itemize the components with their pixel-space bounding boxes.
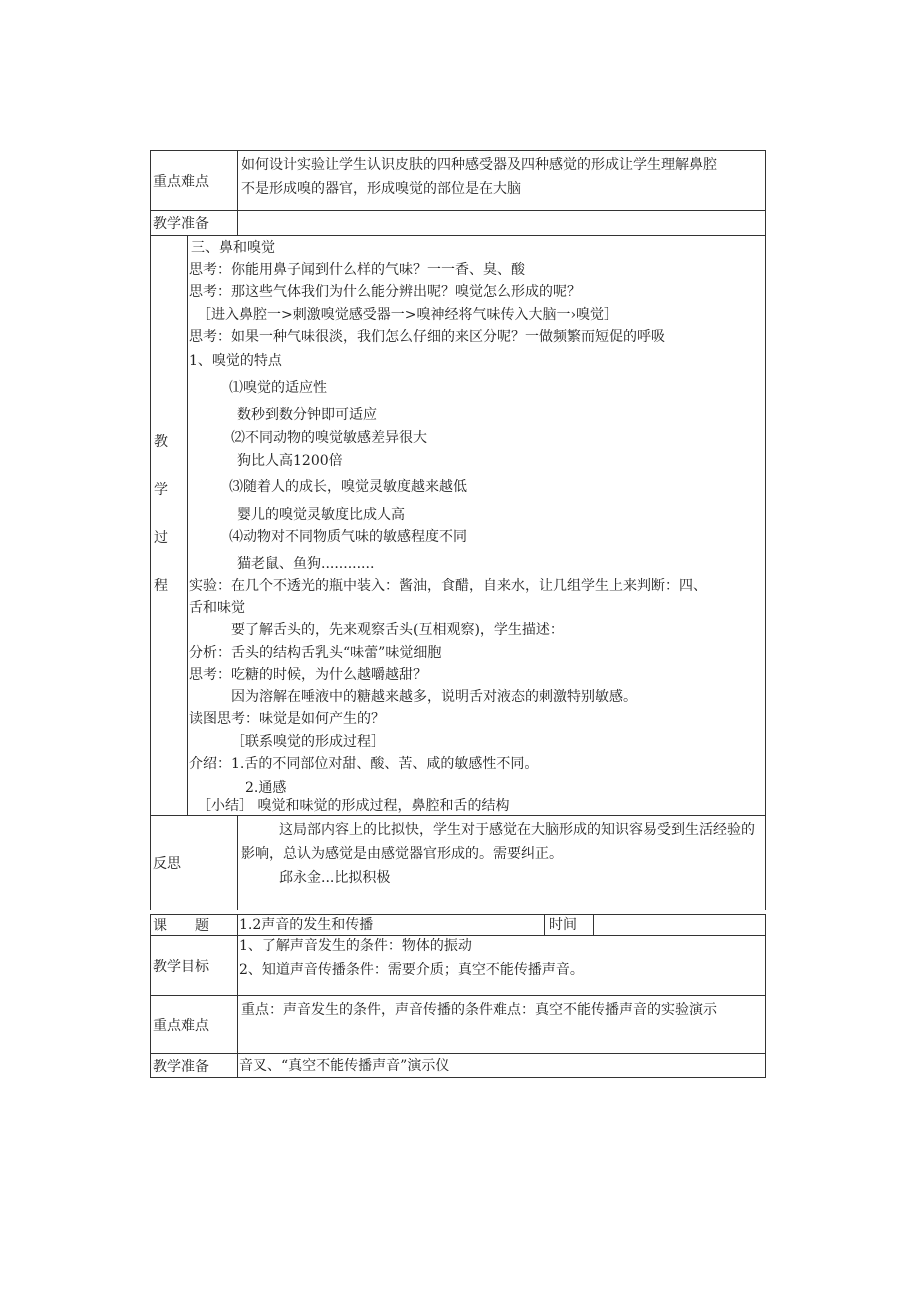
reflection-line: 邱永金...比拟积极: [279, 870, 391, 886]
lesson-table-2: [150, 914, 766, 1078]
process-line: 1、嗅觉的特点: [189, 353, 282, 369]
goals-line: 2、知道声音传播条件：需要介质；真空不能传播声音。: [239, 962, 584, 978]
preparation-label: 教学准备: [151, 211, 238, 235]
process-line: 狗比人高1200倍: [237, 453, 343, 469]
reflection-content: [239, 816, 765, 910]
reflection-row: [151, 815, 766, 910]
preparation-row-2: [151, 1053, 766, 1078]
process-row: [151, 235, 766, 815]
topic-divider: [544, 915, 545, 935]
process-line: 介绍：1.舌的不同部位对甜、酸、苦、咸的敏感性不同。: [189, 756, 539, 772]
process-label-char: 学: [154, 482, 168, 498]
reflection-line: 影响，总认为感觉是由感觉器官形成的。需要纠正。: [241, 846, 563, 862]
key-points-row-2: [151, 995, 766, 1053]
goals-row: [151, 935, 766, 995]
process-line: ⑴嗅觉的适应性: [229, 380, 327, 396]
process-label: [151, 236, 188, 815]
process-line: 思考：你能用鼻子闻到什么样的气味？一一香、臭、酸: [189, 262, 525, 278]
process-label-char: 程: [154, 578, 168, 594]
process-line: 思考：吃糖的时候，为什么越嚼越甜？: [189, 667, 427, 683]
process-line: 猫老鼠、鱼狗............: [237, 556, 375, 572]
key-points-line: 如何设计实验让学生认识皮肤的四种感受器及四种感觉的形成让学生理解鼻腔: [241, 157, 717, 173]
topic-content: [239, 915, 765, 935]
goals-content: [239, 936, 765, 995]
process-line: 读图思考：味觉是如何产生的？: [189, 711, 385, 727]
process-line: 舌和味觉: [189, 600, 245, 616]
process-line: 实验：在几个不透光的瓶中装入：酱油，食醋，自来水，让几组学生上来判断：四、: [189, 578, 707, 594]
process-label-char: 过: [154, 530, 168, 546]
key-points-label: 重点难点: [151, 151, 238, 210]
process-line: ⑵不同动物的嗅觉敏感差异很大: [231, 430, 427, 446]
process-line: 因为溶解在唾液中的糖越来越多，说明舌对液态的刺激特别敏感。: [231, 689, 637, 705]
time-label: 时间: [549, 917, 577, 933]
preparation-label-2: 教学准备: [151, 1054, 238, 1077]
key-points-line-2: 重点：声音发生的条件，声音传播的条件难点：真空不能传播声音的实验演示: [241, 1002, 717, 1018]
process-label-char: 教: [154, 434, 168, 450]
preparation-content: [239, 211, 765, 235]
process-line: ［联系嗅觉的形成过程］: [231, 734, 385, 750]
topic-value: 1.2声音的发生和传播: [239, 917, 374, 933]
process-line: ［进入鼻腔一>刺激嗅觉感受器一>嗅神经将气味传入大脑一›嗅觉］: [197, 307, 619, 323]
process-line: 数秒到数分钟即可适应: [237, 407, 377, 423]
lesson-table-1: [150, 150, 766, 910]
topic-label: 课 题: [151, 915, 238, 935]
process-line: 婴儿的嗅觉灵敏度比成人高: [237, 507, 405, 523]
preparation-value-2: 音叉、“真空不能传播声音”演示仪: [239, 1058, 450, 1074]
process-line: 三、鼻和嗅觉: [191, 240, 275, 256]
preparation-row: [151, 210, 766, 235]
process-line: 2.通感: [245, 780, 287, 796]
process-line-clipped: ［小结］ 嗅觉和味觉的形成过程，鼻腔和舌的结构: [197, 798, 510, 814]
goals-line: 1、了解声音发生的条件：物体的振动: [239, 938, 472, 954]
preparation-content-2: [239, 1054, 765, 1077]
time-divider: [593, 915, 594, 935]
key-points-line: 不是形成嗅的器官，形成嗅觉的部位是在大脑: [241, 181, 521, 197]
process-line: ⑷动物对不同物质气味的敏感程度不同: [229, 529, 467, 545]
key-points-content: [239, 151, 765, 210]
process-line: 要了解舌头的，先来观察舌头(互相观察)，学生描述：: [231, 622, 564, 638]
process-line: 思考：那这些气体我们为什么能分辨出呢？嗅觉怎么形成的呢？: [189, 284, 581, 300]
reflection-label: 反思: [151, 816, 238, 910]
key-points-row: [151, 150, 766, 210]
process-content: [189, 236, 765, 815]
process-line: 思考：如果一种气味很淡，我们怎么仔细的来区分呢？一做频繁而短促的呼吸: [189, 329, 665, 345]
topic-row: [151, 914, 766, 935]
process-line: ⑶随着人的成长，嗅觉灵敏度越来越低: [229, 479, 467, 495]
key-points-label-2: 重点难点: [151, 996, 238, 1053]
goals-label: 教学目标: [151, 936, 238, 995]
reflection-line: 这局部内容上的比拟快，学生对于感觉在大脑形成的知识容易受到生活经验的: [279, 822, 755, 838]
process-line: 分析：舌头的结构舌乳头“味蕾”味觉细胞: [189, 645, 442, 661]
key-points-content-2: [239, 996, 765, 1053]
